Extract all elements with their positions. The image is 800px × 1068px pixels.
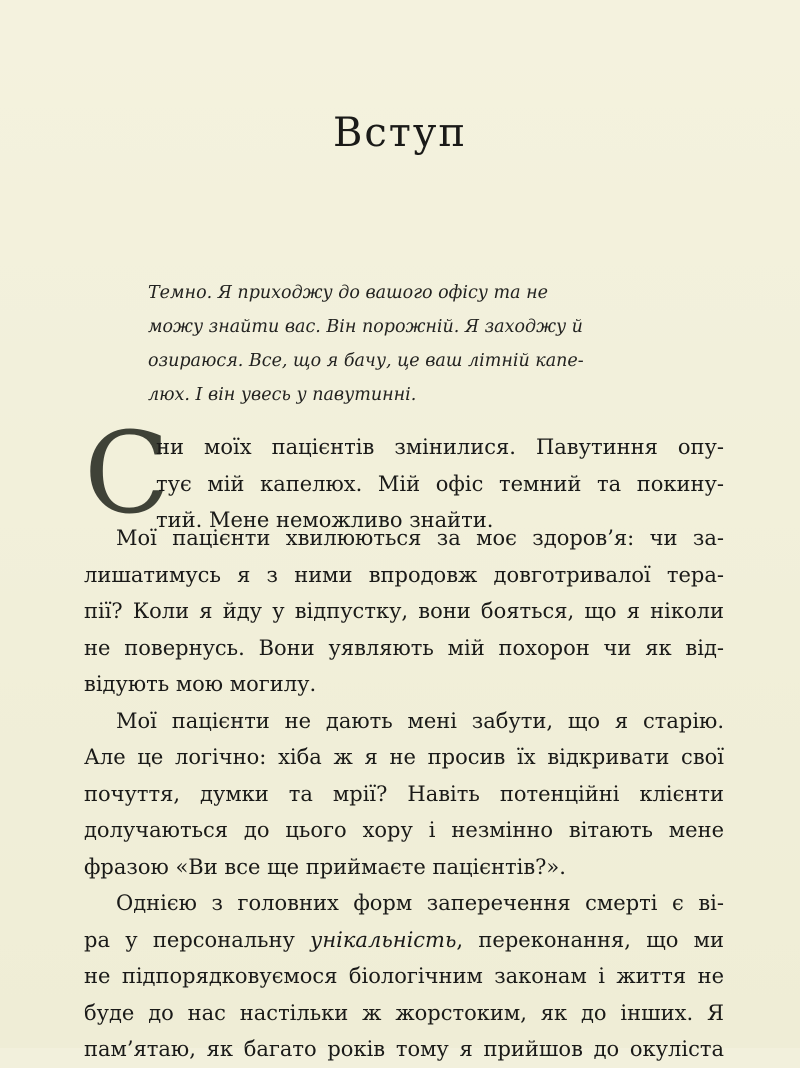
- text-line: пам’ятаю, як багато років тому я прийшов до окуліста: [84, 1037, 724, 1061]
- text-line: тий. Мене неможливо знайти.: [156, 508, 494, 532]
- text-line: лишатимусь я з ними впродовж довготривалої тера-: [84, 562, 724, 587]
- text-line: не повернусь. Вони уявляють мій похорон чи як від-: [84, 635, 724, 660]
- epigraph-line: озираюся. Все, що я бачу, це ваш літній капе-: [148, 351, 584, 371]
- text-line: [84, 922, 724, 959]
- epigraph-line: Темно. Я приходжу до вашого офісу та не: [148, 283, 548, 303]
- emphasized-word: унікальність: [310, 927, 457, 952]
- text-fragment: , переконання, що ми: [456, 927, 724, 952]
- text-line: Мої пацієнти хвилюються за моє здоров’я: чи за-: [116, 526, 724, 550]
- text-line: тує мій капелюх. Мій офіс темний та покину-: [156, 471, 724, 496]
- text-line: ни моїх пацієнтів змінилися. Павутиння опу-: [156, 435, 724, 459]
- drop-cap-letter: С: [84, 409, 170, 539]
- body-text: [84, 520, 724, 1068]
- chapter-title: Вступ: [332, 110, 468, 156]
- text-fragment: ра у персональну: [84, 927, 311, 952]
- text-line: буде до нас настільки ж жорстоким, як до інших. Я: [84, 1000, 724, 1025]
- text-line: фразою «Ви все ще приймаєте пацієнтів?».: [84, 854, 566, 879]
- epigraph-line: люх. І він увесь у павутинні.: [148, 385, 417, 405]
- text-line: пії? Коли я йду у відпустку, вони бояться, що я ніколи: [84, 599, 724, 623]
- text-line: відують мою могилу.: [84, 672, 317, 696]
- text-line: Однією з головних форм заперечення смерті є ві-: [116, 891, 724, 915]
- epigraph: [148, 276, 728, 412]
- text-line: Але це логічно: хіба ж я не просив їх відкривати свої: [84, 745, 724, 769]
- text-line: долучаються до цього хору і незмінно вітають мене: [84, 818, 724, 842]
- text-line: не підпорядковуємося біологічним законам і життя не: [84, 964, 724, 988]
- epigraph-line: можу знайти вас. Він порожній. Я заходжу й: [148, 317, 583, 337]
- text-line: Мої пацієнти не дають мені забути, що я старію.: [116, 708, 724, 733]
- text-line: почуття, думки та мрії? Навіть потенційні клієнти: [84, 781, 724, 806]
